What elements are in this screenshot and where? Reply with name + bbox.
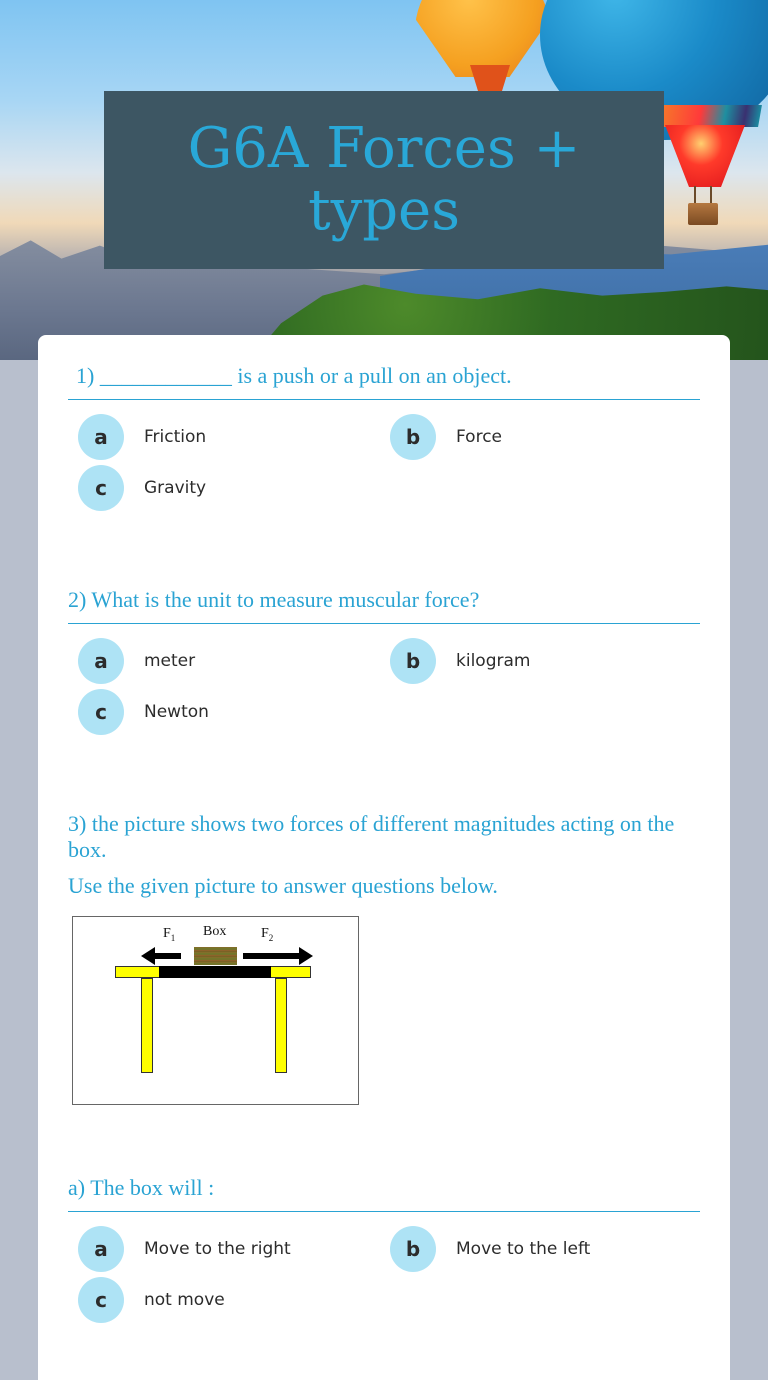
force-f2-label: $F_2$ <box>261 926 274 943</box>
option-letter-badge: b <box>390 414 436 460</box>
balloon-band <box>658 105 762 127</box>
option-letter-badge: a <box>78 1226 124 1272</box>
question-2 <box>68 587 700 748</box>
option-label: not move <box>144 1290 225 1310</box>
question-3a <box>68 1175 700 1336</box>
question-subtext: Use the given picture to answer questions below. <box>68 873 498 898</box>
orange-balloon-skirt <box>470 65 510 91</box>
option-letter-badge: c <box>78 1277 124 1323</box>
option-b[interactable] <box>380 638 530 684</box>
option-label: Gravity <box>144 478 207 498</box>
forces-diagram-image <box>72 916 359 1105</box>
option-label: Newton <box>144 702 209 722</box>
divider <box>68 623 700 624</box>
question-text: 3) the picture shows two forces of different magnitudes acting on the box. <box>68 811 675 862</box>
option-label: Move to the right <box>144 1239 291 1259</box>
option-label: Move to the left <box>456 1239 591 1259</box>
divider <box>68 399 700 400</box>
option-letter-badge: a <box>78 414 124 460</box>
option-label: meter <box>144 651 196 671</box>
force-f1-label: $F_1$ <box>163 926 176 943</box>
question-1 <box>68 363 700 524</box>
option-a[interactable] <box>68 638 195 684</box>
title-banner <box>104 91 664 269</box>
option-b[interactable] <box>380 1226 590 1272</box>
question-text: 2) What is the unit to measure muscular force? <box>68 587 480 612</box>
option-letter-badge: b <box>390 1226 436 1272</box>
option-b[interactable] <box>380 414 502 460</box>
box-image <box>194 947 237 965</box>
question-3 <box>68 811 700 899</box>
page-title: G6A Forces + types <box>187 116 581 243</box>
answer-options <box>68 414 700 524</box>
answer-options <box>68 638 700 748</box>
balloon-red-skirt <box>665 125 745 187</box>
box-label: Box <box>203 924 227 939</box>
divider <box>68 1211 700 1212</box>
option-letter-badge: a <box>78 638 124 684</box>
balloon-ropes <box>694 186 712 204</box>
table-leg-left <box>141 978 153 1073</box>
option-label: Force <box>456 427 502 447</box>
option-c[interactable] <box>68 1277 225 1323</box>
option-letter-badge: c <box>78 465 124 511</box>
option-label: kilogram <box>456 651 531 671</box>
option-a[interactable] <box>68 414 206 460</box>
option-c[interactable] <box>68 465 206 511</box>
table-surface <box>159 966 271 978</box>
arrow-left-icon <box>141 950 181 962</box>
balloon-basket <box>688 203 718 225</box>
option-letter-badge: c <box>78 689 124 735</box>
question-text: a) The box will : <box>68 1175 215 1200</box>
option-c[interactable] <box>68 689 209 735</box>
table-leg-right <box>275 978 287 1073</box>
question-text: 1) ____________ is a push or a pull on an object. <box>76 363 512 388</box>
option-letter-badge: b <box>390 638 436 684</box>
option-label: Friction <box>144 427 207 447</box>
answer-options <box>68 1226 700 1336</box>
worksheet-card <box>38 335 730 1380</box>
option-a[interactable] <box>68 1226 291 1272</box>
arrow-right-icon <box>243 950 313 962</box>
